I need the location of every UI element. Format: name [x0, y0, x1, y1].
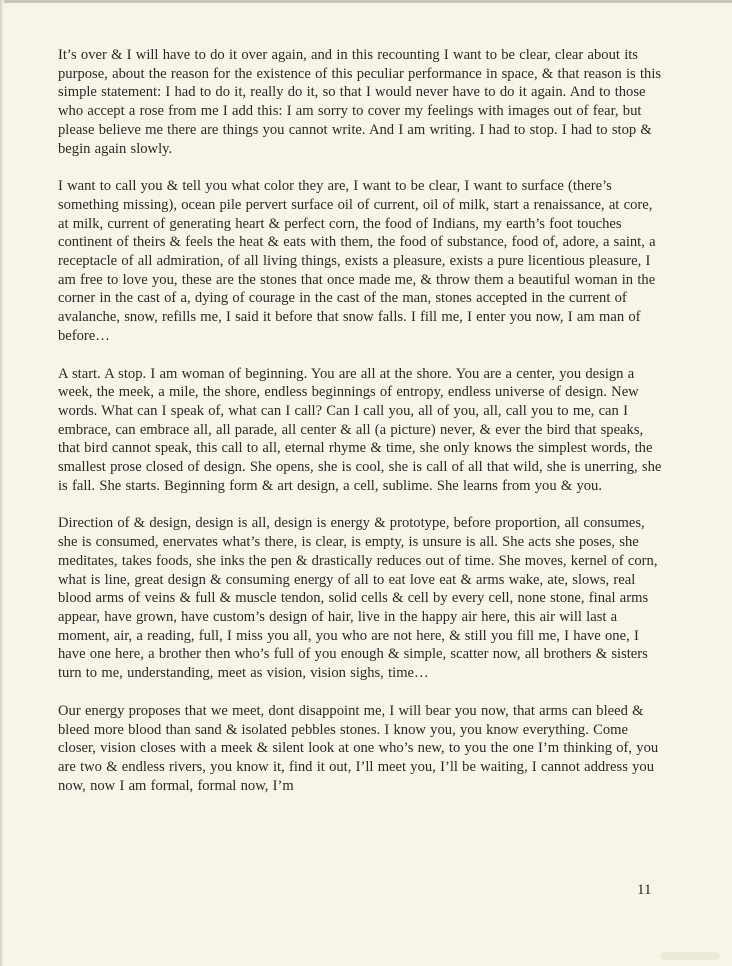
paragraph-2: I want to call you & tell you what color they are, I want to be clear, I want to surface (there’s something missing), ocean pile pervert surface oil of current, oil of milk, start a renaissance, at core, at milk, current of generating heart & perfect corn, the food of Indians, my earth’s foot touches continent of theirs & feels the heat & eats with them, the food of substance, food of, adore, a saint, a receptacle of all admiration, of all living things, exists a pleasure, exists a pure licentious pleasure, I am free to love you, these are the stones that once made me, & throw them a beautiful woman in the corner in the cast of a, dying of courage in the cast of the man, stones accepted in the current of avalanche, snow, refills me, I said it before that snow falls. I fill me, I enter you now, I am man of before…	[58, 178, 656, 344]
paragraph-3: A start. A stop. I am woman of beginning. You are all at the shore. You are a center, you design a week, the meek, a mile, the shore, endless beginnings of entropy, endless universe of design. New words. What can I speak of, what can I call? Can I call you, all of you, all, call you to me, can I embrace, can embrace all, all parade, all center & all (a picture) never, & ever the bird that speaks, that bird cannot speak, this call to all, eternal rhyme & time, she only knows the simplest words, the smallest prose closed of design. She opens, she is cool, she is call of all that wild, she is unerring, she is fall. She starts. Beginning form & art design, a cell, sublime. She learns from you & you.	[58, 365, 662, 494]
paper-smudge	[660, 952, 720, 960]
paragraph-5: Our energy proposes that we meet, dont disappoint me, I will bear you now, that arms can bleed & bleed more blood than sand & isolated pebbles stones. I know you, you know everything. Come closer, vision closes with a meek & silent look at one who’s new, to you the one I’m thinking of, you are two & endless rivers, you know it, find it out, I’ll meet you, I’ll be waiting, I cannot address you now, now I am formal, formal now, I’m	[58, 702, 659, 794]
paragraph-4: Direction of & design, design is all, design is energy & prototype, before proportion, all consumes, she is consumed, enervates what’s there, is clear, is empty, is unsure is all. She acts she poses, she meditates, takes foods, she inks the pen & drastically reduces out of time. She moves, kernel of corn, what is line, great design & consuming energy of all to eat love eat & arms wake, ate, slows, real blood arms of veins & full & muscle tendon, solid cells & cell by every cell, none stone, final arms appear, have grown, have custom’s design of hair, live in the happy air here, this air will last a moment, air, a reading, full, I miss you all, you who are not here, & still you fill me, I have one, I have one here, a brother then who’s full of you enough & simple, scatter now, all brothers & sisters turn to me, understanding, meet as vision, vision sighs, time…	[58, 515, 658, 682]
page-number: 11	[637, 882, 652, 898]
paragraph-1: It’s over & I will have to do it over again, and in this recounting I want to be clear, clear about its purpose, about the reason for the existence of this peculiar performance in space, & that reason is this simple statement: I had to do it, really do it, so that I would never have to do it again. And to those who accept a rose from me I add this: I am sorry to cover my feelings with images out of fear, but please believe me there are things you cannot write. And I am writing. I had to stop. I had to stop & begin again slowly.	[58, 47, 662, 157]
body-text	[58, 46, 664, 814]
page-binding-shadow	[0, 0, 4, 966]
page-top-edge	[0, 0, 732, 3]
